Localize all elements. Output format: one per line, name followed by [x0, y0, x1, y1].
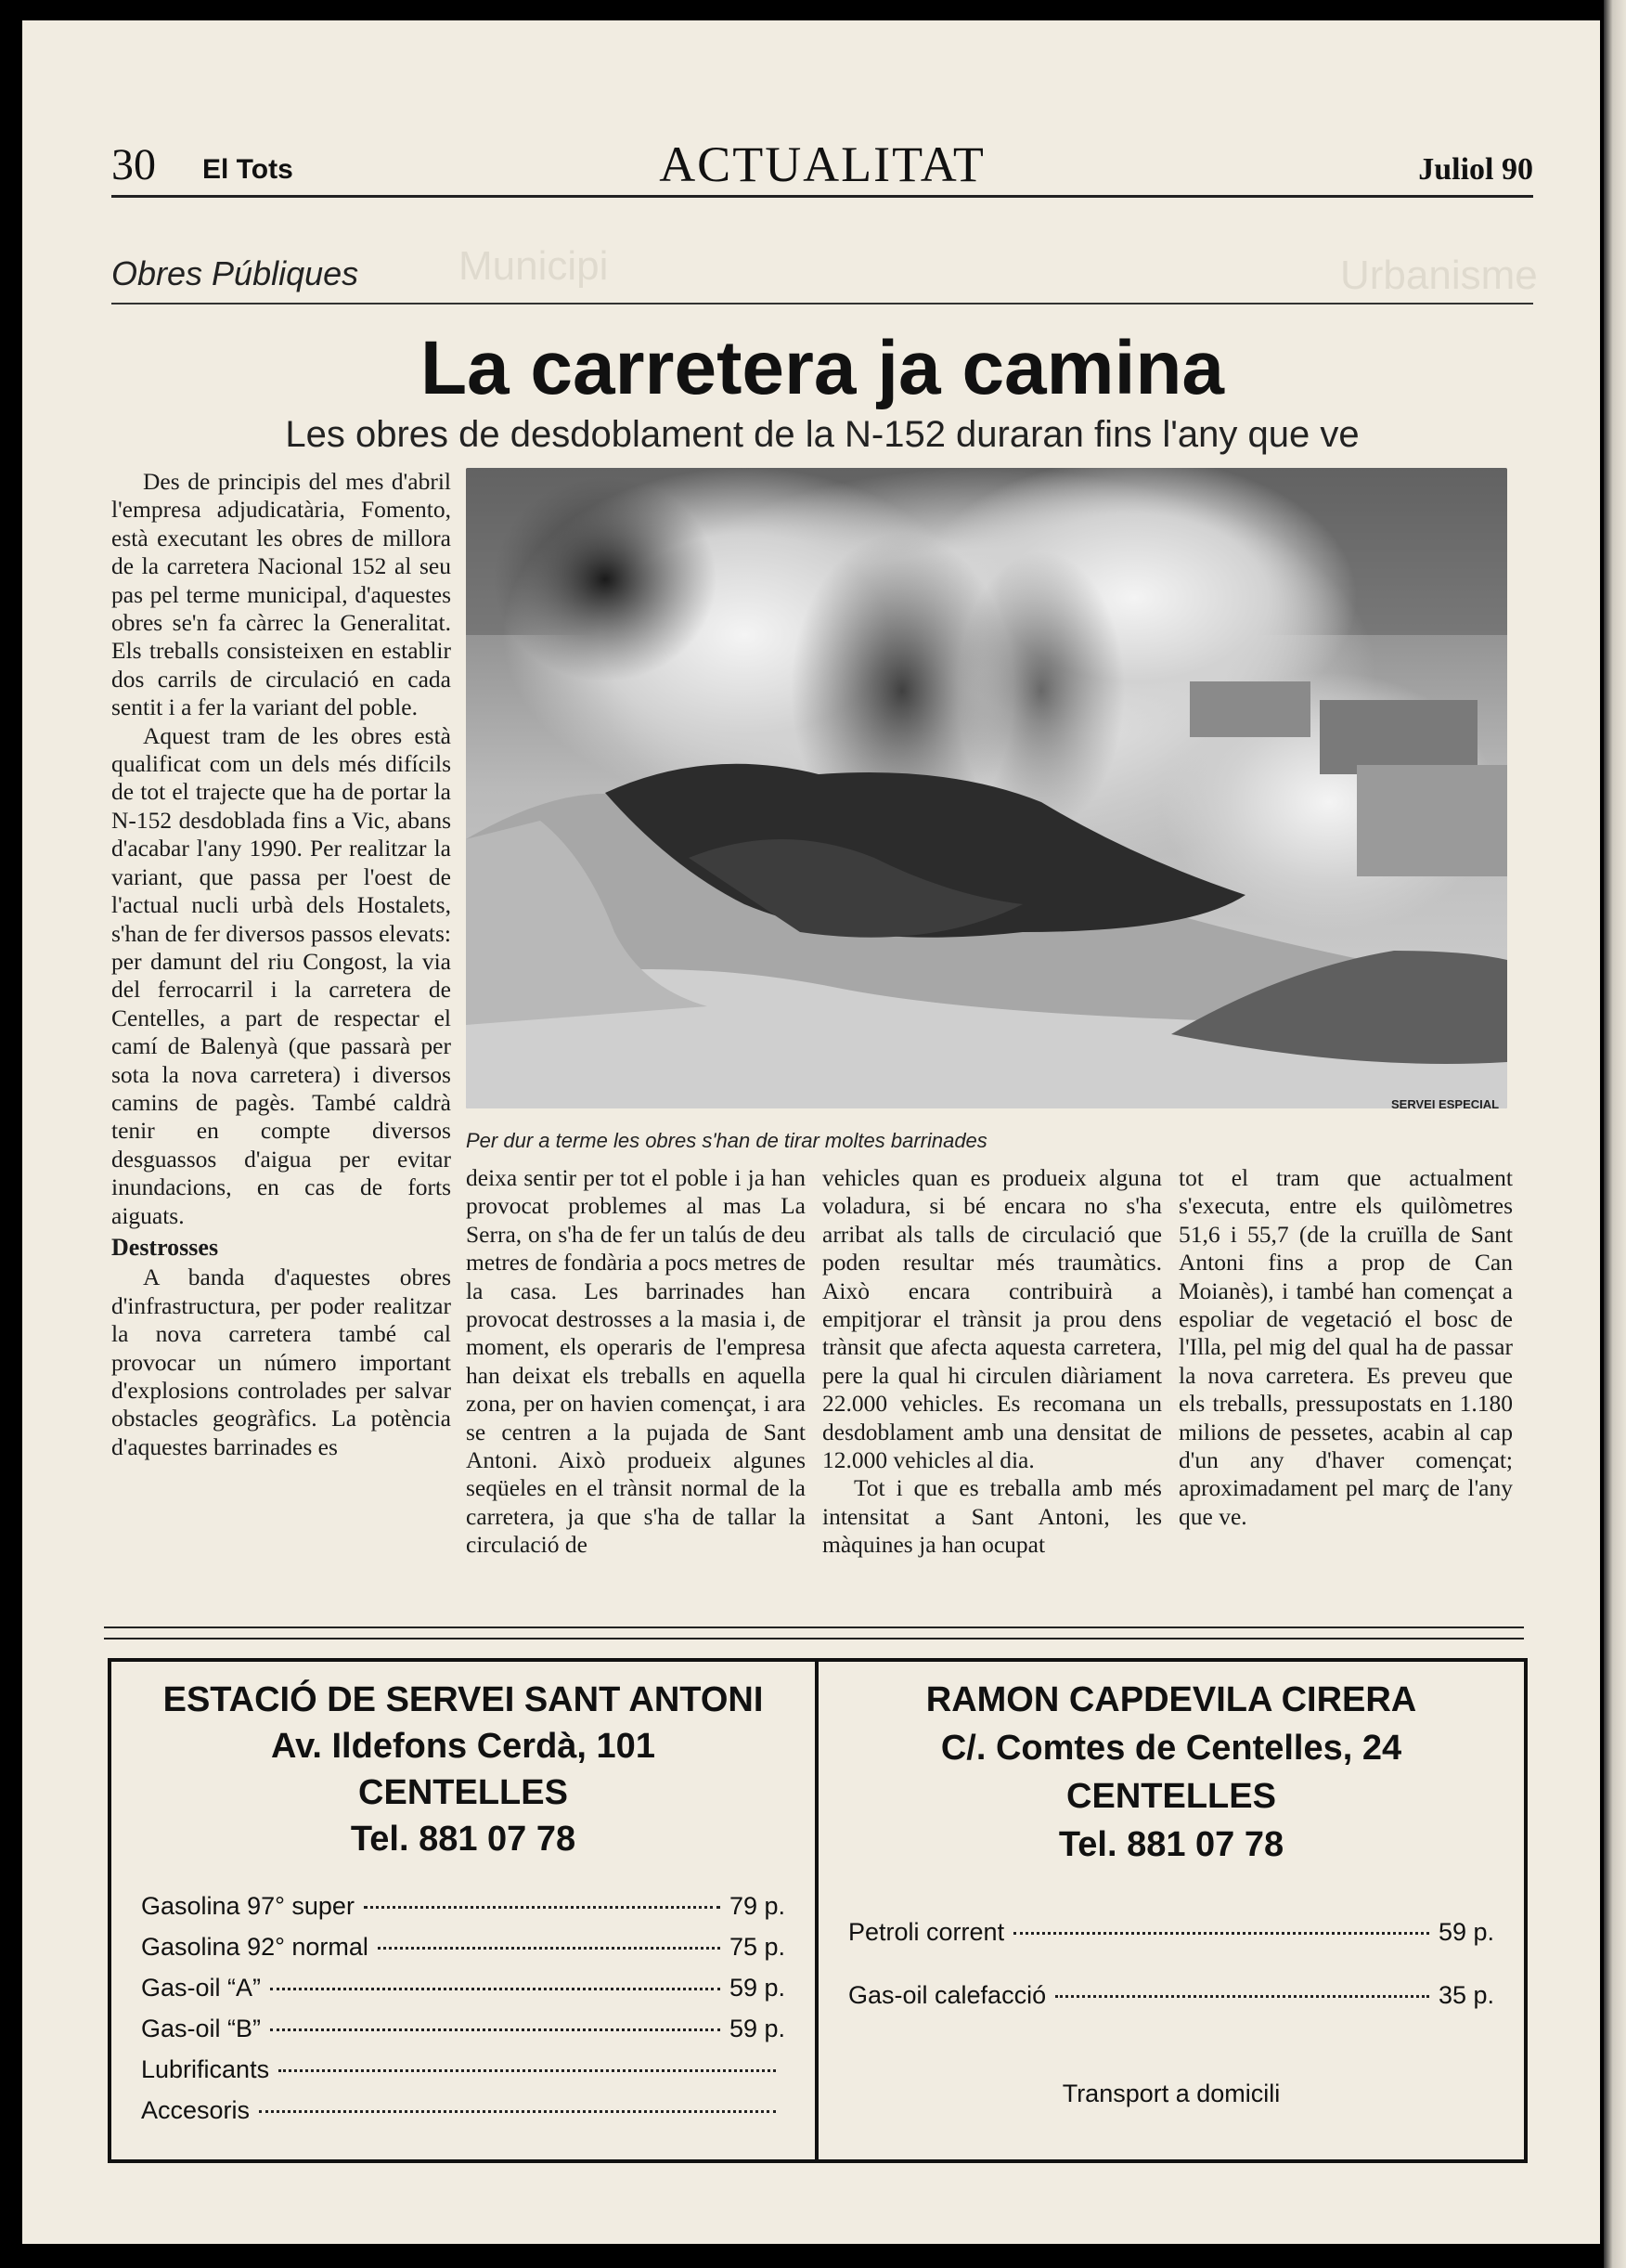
- price-label: Lubrificants: [141, 2055, 270, 2083]
- price-value: 79 p.: [729, 1892, 785, 1920]
- rubric-divider: [111, 303, 1533, 305]
- subheadline: Les obres de desdoblament de la N-152 duraran fins l'any que ve: [285, 414, 1360, 455]
- binding-edge: [1604, 0, 1626, 2268]
- price-label: Accesoris: [141, 2096, 251, 2124]
- article-paragraph: Tot i que es treballa amb més intensitat a Sant Antoni, les màquines ja han ocupat: [822, 1474, 1162, 1559]
- advertisement-box: [108, 1658, 1528, 2163]
- price-value: 35 p.: [1438, 1981, 1494, 2009]
- headline: La carretera ja camina: [419, 326, 1225, 410]
- page-header: [111, 123, 1533, 198]
- show-through-text: Urbanisme: [1340, 253, 1538, 298]
- price-row: [141, 1974, 785, 2011]
- section-title: ACTUALITAT: [659, 136, 986, 192]
- price-value: 59 p.: [729, 2015, 785, 2042]
- price-label: Gas-oil “A”: [141, 1974, 262, 2002]
- price-value: 59 p.: [729, 1974, 785, 2002]
- price-row: [141, 1933, 785, 1970]
- leader-dots: [270, 1988, 720, 1990]
- photo-credit: SERVEI ESPECIAL: [1391, 1097, 1500, 1111]
- article-paragraph: vehicles quan es produeix alguna voladura, si bé encara no s'ha arribat als talls de circulació que poden resultar més traumàtics. Això encara contribuirà a empitjorar el trànsit ja prou dens trànsit que afecta aquesta carretera, pere la qual hi circulen diàriament 22.000 vehicles. Es recomana un desdoblament amb una densitat de 12.000 vehicles al dia.: [822, 1164, 1162, 1474]
- ad-divider-rule: [104, 1638, 1524, 1639]
- article-paragraph: deixa sentir per tot el poble i ja han provocat problemes al mas La Serra, on s'ha de fer un talús de deu metres de fondària a pocs metres de la casa. Les barrinades han provocat destrosses a la masia i, de moment, els operaris de l'empresa han deixat els treballs en aquella zona, per on havien començat, i ara se centren a la pujada de Sant Antoni. Això produeix algunes seqüeles en el trànsit normal de la carretera, ja que s'ha de tallar la circulació de: [466, 1164, 806, 1559]
- price-row: [848, 1981, 1494, 2018]
- article-paragraph: tot el tram que actualment s'executa, entre els quilòmetres 51,6 i 55,7 (de la cruïlla de Sant Antoni fins a prop de Can Moianès), i també han començat a espoliar de vegetació el bosc de l'Illa, pel mig del qual ha de passar la nova carretera. Es preveu que els treballs, pressupostats en 1.180 milions de pessetes, acabin al cap d'un any d'haver començat; aproximadament pel març de l'any que ve.: [1179, 1164, 1513, 1530]
- price-label: Gasolina 92° normal: [141, 1933, 368, 1961]
- photo-caption: Per dur a terme les obres s'han de tirar moltes barrinades: [466, 1129, 987, 1152]
- ad-address: C/. Comtes de Centelles, 24: [940, 1729, 1402, 1768]
- leader-dots: [1055, 1995, 1429, 1998]
- article-column-2: [466, 1164, 806, 1560]
- price-label: Gas-oil calefacció: [848, 1981, 1047, 2009]
- price-row: [141, 2015, 785, 2052]
- explosion-photo: [466, 468, 1507, 1108]
- ad-fuel-supplier: [819, 1662, 1524, 2159]
- show-through-text: Municipi: [458, 243, 609, 289]
- article-paragraph: Aquest tram de les obres està qualificat com un dels més difícils de tot el trajecte que ha de portar la N-152 desdoblada fins a Vic, abans d'acabar l'any 1990. Per realitzar la variant, que passa per l'oest de l'actual nucli urbà dels Hostalets, s'han de fer diversos passos elevats: per damunt del riu Congost, la via del ferrocarril i la carretera de Centelles, a part de respectar el camí de Balenyà (que passarà per sota la nova carretera) i diversos camins de pagès. També caldrà tenir en compte diversos desguassos d'aigua per evitar inundacions, en cas de forts aiguats.: [111, 721, 451, 1229]
- article-paragraph: Des de principis del mes d'abril l'empresa adjudicatària, Fomento, està executant les obres de millora de la carretera Nacional 152 al seu pas pel terme municipal, d'aquestes obres se'n fa càrrec la Generalitat. Els treballs consisteixen en establir dos carrils de circulació en cada sentit i a fer la variant del poble.: [111, 468, 451, 721]
- price-row: [141, 1892, 785, 1929]
- price-row: [141, 2055, 785, 2093]
- ad-phone: Tel. 881 07 78: [350, 1820, 576, 1859]
- price-row: [848, 1918, 1494, 1955]
- leader-dots: [278, 2069, 776, 2072]
- article-subhead: Destrosses: [111, 1233, 219, 1261]
- leader-dots: [1013, 1932, 1429, 1935]
- ad-delivery-note: Transport a domicili: [1062, 2080, 1281, 2107]
- issue-date: Juliol 90: [1418, 152, 1533, 187]
- leader-dots: [270, 2028, 720, 2031]
- magazine-name: El Tots: [202, 154, 293, 185]
- price-label: Gas-oil “B”: [141, 2015, 262, 2042]
- leader-dots: [378, 1947, 720, 1950]
- article-column-3: [822, 1164, 1162, 1560]
- price-value: 75 p.: [729, 1933, 785, 1961]
- leader-dots: [364, 1906, 720, 1909]
- page: [22, 20, 1600, 2244]
- price-row: [141, 2096, 785, 2133]
- price-value: 59 p.: [1438, 1918, 1494, 1946]
- ad-address: Av. Ildefons Cerdà, 101: [271, 1727, 655, 1766]
- rubric: Obres Públiques: [111, 254, 359, 292]
- page-number: 30: [111, 140, 156, 189]
- article-paragraph: A banda d'aquestes obres d'infrastructura, per poder realitzar la nova carretera també cal provocar un número important d'explosions controlades per salvar obstacles geogràfics. La potència d'aquestes barrinades es: [111, 1264, 451, 1460]
- ad-town: CENTELLES: [1066, 1777, 1276, 1816]
- ad-title: RAMON CAPDEVILA CIRERA: [925, 1680, 1417, 1719]
- article-column-4: [1179, 1164, 1513, 1531]
- ad-service-station: [111, 1662, 815, 2159]
- price-label: Gasolina 97° super: [141, 1892, 355, 1920]
- article-column-1: [111, 468, 451, 1461]
- ad-phone: Tel. 881 07 78: [1058, 1825, 1284, 1864]
- ad-divider-rule: [104, 1626, 1524, 1628]
- ad-town: CENTELLES: [358, 1773, 568, 1812]
- leader-dots: [259, 2110, 776, 2113]
- ad-title: ESTACIÓ DE SERVEI SANT ANTONI: [162, 1680, 764, 1719]
- price-label: Petroli corrent: [848, 1918, 1005, 1946]
